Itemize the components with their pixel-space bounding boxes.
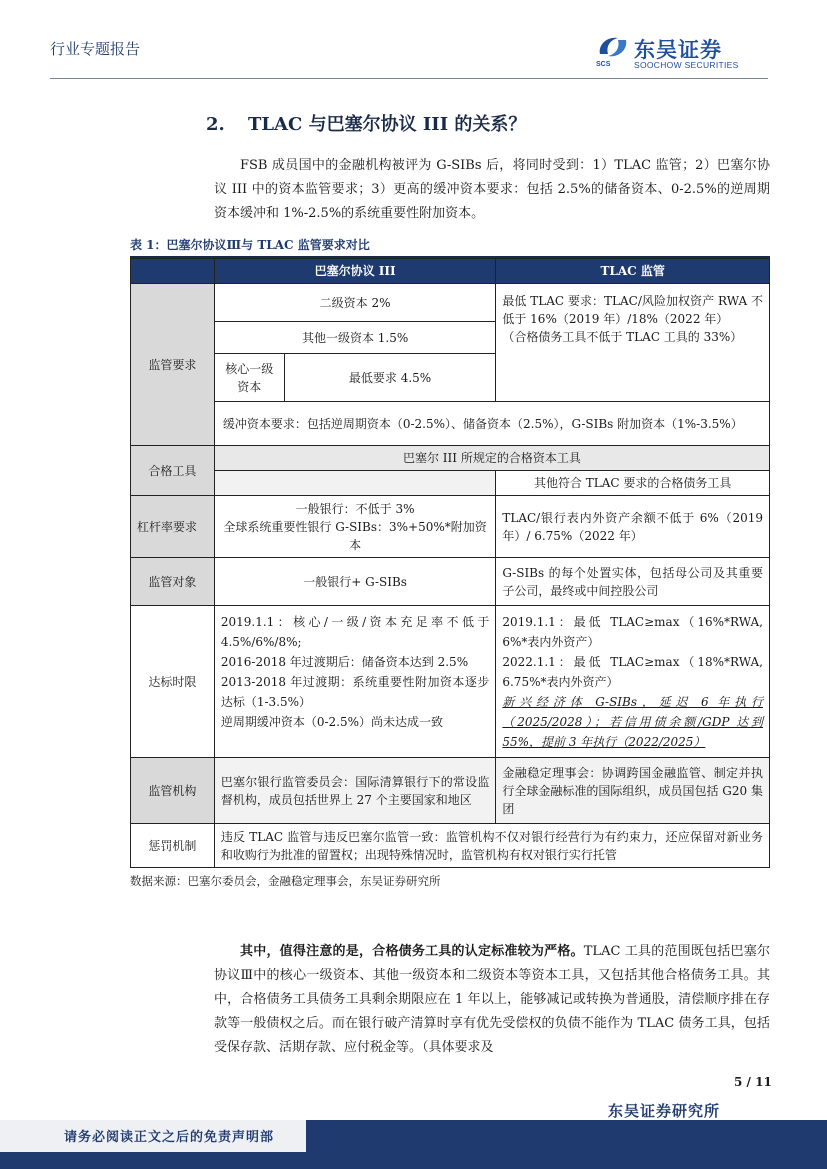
row-label-penalty: 惩罚机制 — [131, 824, 215, 868]
report-type-label: 行业专题报告 — [50, 40, 141, 58]
basel-leverage-line2: 全球系统重要性银行 G-SIBs：3%+50%*附加资本 — [223, 519, 487, 552]
tier2-capital-cell: 二级资本 2% — [214, 284, 496, 322]
row-label-scope: 监管对象 — [131, 558, 215, 606]
at1-capital-cell: 其他一级资本 1.5% — [214, 322, 496, 354]
basel-authority-cell: 巴塞尔银行监管委员会：国际清算银行下的常设监督机构，成员包括世界上 27 个主要国家和地区 — [214, 758, 496, 824]
basel-leverage-line1: 一般银行：不低于 3% — [295, 501, 415, 516]
table-source-note: 数据来源：巴塞尔委员会，金融稳定理事会，东吴证券研究所 — [130, 874, 441, 888]
table-row — [131, 284, 770, 322]
company-logo — [596, 34, 768, 74]
header-basel: 巴塞尔协议 III — [214, 259, 496, 284]
section-number: 2. — [206, 114, 225, 135]
row-label-leverage: 杠杆率要求 — [131, 496, 215, 558]
body-paragraph — [214, 940, 770, 1060]
institute-name: 东吴证券研究所 — [608, 1102, 721, 1120]
tlac-instruments-cell: 其他符合 TLAC 要求的合格债务工具 — [496, 471, 770, 496]
table-row — [131, 558, 770, 606]
intro-paragraph: FSB 成员国中的金融机构被评为 G-SIBs 后，将同时受到：1）TLAC 监管；2）巴塞尔协议 III 中的资本监管要求；3）更高的缓冲资本要求：包括 2.5%的储备资本、0-2.5%的逆周期资本缓冲和 1%-2.5%的系统重要性附加资本。 — [214, 158, 770, 221]
body-paragraph-lead: 其中，值得注意的是，合格债务工具的认定标准较为严格。 — [240, 944, 584, 959]
header-divider — [50, 78, 768, 79]
basel-deadline-line4: 逆周期缓冲资本（0-2.5%）尚未达成一致 — [220, 715, 444, 729]
min-requirement-cell: 最低要求 4.5% — [284, 354, 496, 402]
basel-instruments-cell: 巴塞尔 III 所规定的合格资本工具 — [214, 446, 769, 471]
logo-abbr: SCS — [596, 61, 611, 68]
table-row — [131, 471, 770, 496]
cet1-label-cell: 核心一级资本 — [214, 354, 284, 402]
basel-scope-cell: 一般银行+ G-SIBs — [214, 558, 496, 606]
row-label-deadline: 达标时限 — [131, 606, 215, 758]
basel-deadline-cell — [214, 606, 496, 758]
tlac-leverage-cell: TLAC/银行表内外资产余额不低于 6%（2019 年）/ 6.75%（2022 年） — [496, 496, 770, 558]
table-row — [131, 446, 770, 471]
table-row — [131, 824, 770, 868]
table-title: 表 1：巴塞尔协议Ⅲ与 TLAC 监管要求对比 — [130, 238, 370, 252]
logo-name-cn: 东吴证券 — [634, 38, 722, 62]
basel-deadline-line2: 2016-2018 年过渡期后：储备资本达到 2.5% — [220, 655, 469, 669]
table-header-row — [131, 259, 770, 284]
header-tlac: TLAC 监管 — [496, 259, 770, 284]
row-label-instruments: 合格工具 — [131, 446, 215, 496]
row-label-requirements: 监管要求 — [131, 284, 215, 446]
logo-mark-icon — [596, 34, 630, 60]
comparison-table — [130, 258, 770, 868]
tlac-deadline-line1: 2019.1.1：最低 TLAC≥max（16%*RWA, 6%*表内外资产） — [502, 615, 763, 649]
row-label-authority: 监管机构 — [131, 758, 215, 824]
page-number: 5 / 11 — [734, 1075, 772, 1089]
table-row — [131, 758, 770, 824]
tlac-deadline-line3: 新兴经济体 G-SIBs，延迟 6 年执行（2025/2028）；若信用债余额/GDP 达到 55%，提前 3 年执行（2022/2025） — [502, 695, 763, 749]
section-title: TLAC 与巴塞尔协议 III 的关系？ — [248, 114, 527, 135]
penalty-cell: 违反 TLAC 监管与违反巴塞尔监管一致：监管机构不仅对银行经营行为有约束力，还应保留对新业务和收购行为批准的留置权；出现特殊情况时，监管机构有权对银行实行托管 — [214, 824, 769, 868]
basel-deadline-line3: 2013-2018 年过渡期：系统重要性附加资本逐步达标（1-3.5%） — [220, 675, 490, 709]
basel-deadline-line1: 2019.1.1：核心/一级/资本充足率不低于 4.5%/6%/8%; — [220, 615, 490, 649]
logo-name-en: SOOCHOW SECURITIES — [634, 60, 739, 70]
tlac-authority-cell: 金融稳定理事会：协调跨国金融监管、制定并执行全球金融标准的国际组织，成员国包括 G20 集团 — [496, 758, 770, 824]
buffer-capital-cell: 缓冲资本要求：包括逆周期资本（0-2.5%）、储备资本（2.5%），G-SIBs 附加资本（1%-3.5%） — [214, 402, 769, 446]
instruments-empty-cell — [214, 471, 496, 496]
tlac-deadline-cell — [496, 606, 770, 758]
tlac-deadline-line2: 2022.1.1：最低 TLAC≥max（18%*RWA, 6.75%*表内外资产） — [502, 655, 763, 689]
table-row — [131, 496, 770, 558]
section-heading — [206, 110, 526, 136]
header-corner — [131, 259, 215, 284]
basel-leverage-cell — [214, 496, 496, 558]
footer-disclaimer: 请务必阅读正文之后的免责声明部 — [64, 1130, 275, 1145]
tlac-min-text: 最低 TLAC 要求：TLAC/风险加权资产 RWA 不低于 16%（2019 年）/18%（2022 年） — [502, 294, 763, 326]
tlac-min-requirement-cell — [496, 284, 770, 402]
tlac-debt-note: （合格债务工具不低于 TLAC 工具的 33%） — [502, 330, 743, 344]
table-row — [131, 606, 770, 758]
tlac-scope-cell: G-SIBs 的每个处置实体，包括母公司及其重要子公司，最终或中间控股公司 — [496, 558, 770, 606]
body-paragraph-text: TLAC 工具的范围既包括巴塞尔协议Ⅲ中的核心一级资本、其他一级资本和二级资本等资本工具，又包括其他合格债务工具。其中，合格债务工具债务工具剩余期限应在 1 年以上，能够减记或转换为普通股，清偿顺序排在存款等一般债权之后。而在银行破产清算时享有优先受偿权的负债不能作为 TLAC 债务工具，包括受保存款、活期存款、应付税金等。（具体要求及 — [214, 944, 770, 1055]
table-row — [131, 402, 770, 446]
